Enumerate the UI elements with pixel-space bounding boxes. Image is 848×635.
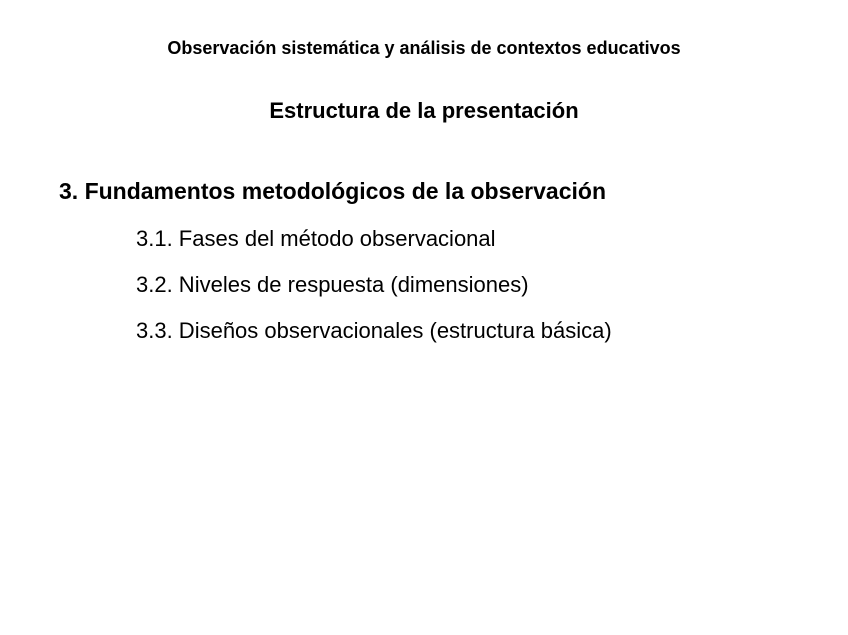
- subsection-list: [136, 226, 612, 364]
- subsection-item: 3.3. Diseños observacionales (estructura básica): [136, 318, 612, 343]
- subsection-item: 3.1. Fases del método observacional: [136, 226, 496, 251]
- subsection-item: 3.2. Niveles de respuesta (dimensiones): [136, 272, 529, 297]
- section-heading: 3. Fundamentos metodológicos de la observación: [59, 178, 606, 204]
- slide-title: Estructura de la presentación: [269, 98, 579, 123]
- course-title: Observación sistemática y análisis de contextos educativos: [167, 38, 681, 58]
